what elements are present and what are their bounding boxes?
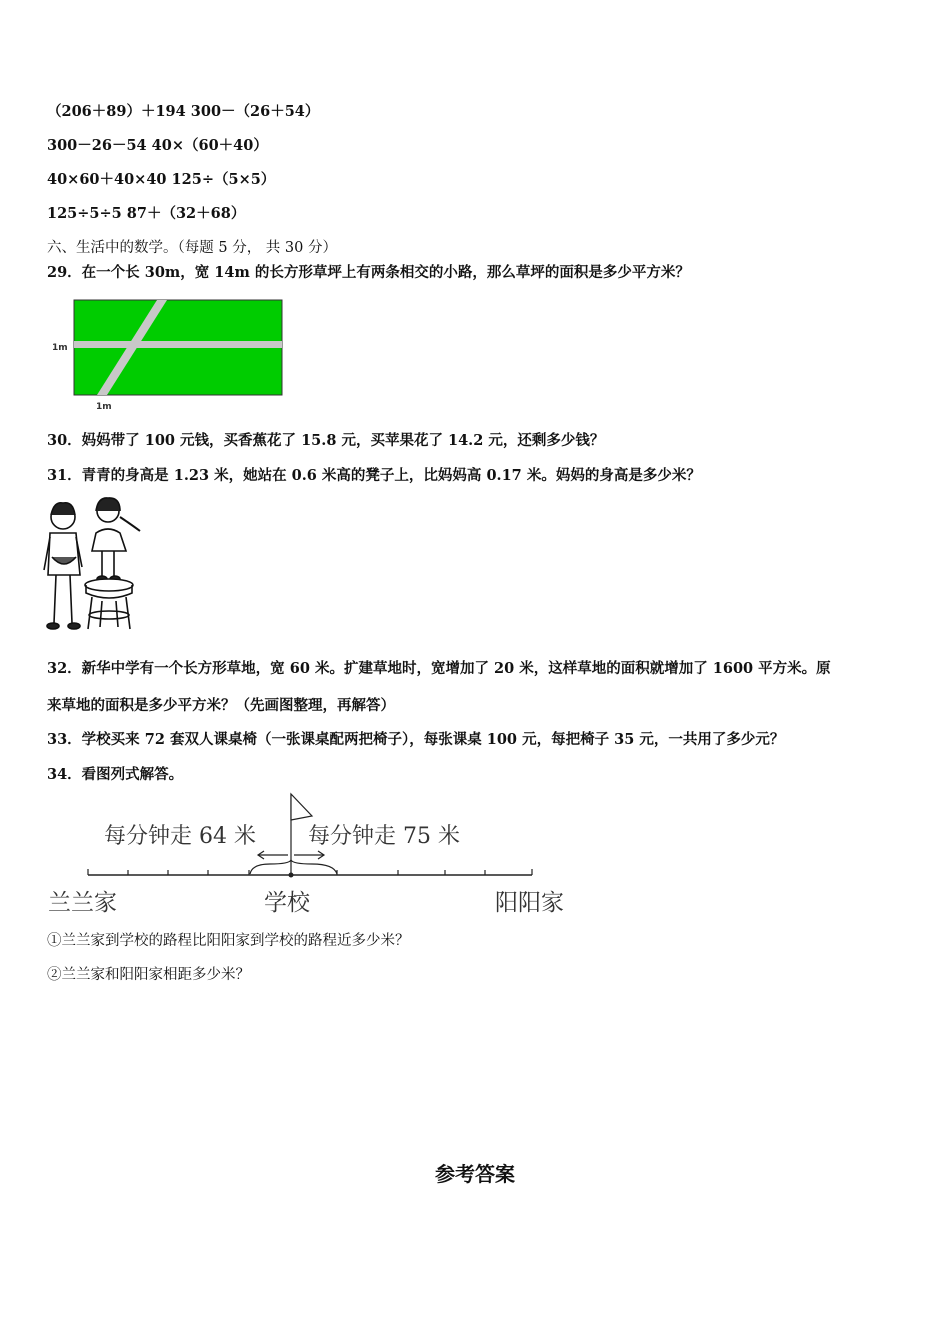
- right-speed-label: 每分钟走 75 米: [308, 824, 460, 849]
- question-31: 31．青青的身高是 1.23 米，她站在 0.6 米高的凳子上，比妈妈高 0.17 米。妈妈的身高是多少米？: [47, 467, 701, 484]
- calc-line-4: 125÷5÷5 87＋（32＋68）: [47, 205, 246, 222]
- question-29: 29．在一个长 30m，宽 14m 的长方形草坪上有两条相交的小路，那么草坪的面积是多少平方米？: [47, 264, 690, 281]
- question-34: 34．看图列式解答。: [47, 766, 184, 783]
- lanlan-home-label: 兰兰家: [48, 890, 117, 916]
- question-32-line-2: 来草地的面积是多少平方米？（先画图整理，再解答）: [47, 697, 395, 714]
- question-34-part-1: ①兰兰家到学校的路程比阳阳家到学校的路程近多少米？: [47, 933, 410, 949]
- calc-line-2: 300－26－54 40×（60＋40）: [47, 137, 268, 154]
- label-path-width-left: 1m: [52, 343, 68, 353]
- label-path-width-bottom: 1m: [96, 402, 112, 412]
- question-34-part-2: ②兰兰家和阳阳家相距多少米？: [47, 967, 250, 983]
- school-label: 学校: [264, 890, 310, 916]
- yangyang-home-label: 阳阳家: [495, 890, 564, 916]
- girl-on-stool-figure: [40, 495, 150, 635]
- calc-line-3: 40×60＋40×40 125÷（5×5）: [47, 171, 276, 188]
- question-33: 33．学校买来 72 套双人课桌椅（一张课桌配两把椅子），每张课桌 100 元，每把椅子 35 元，一共用了多少元？: [47, 731, 785, 748]
- left-speed-label: 每分钟走 64 米: [104, 824, 256, 849]
- answer-section-title: 参考答案: [435, 1162, 515, 1186]
- lawn-figure: [40, 295, 300, 415]
- calc-line-1: （206＋89）＋194 300－（26＋54）: [47, 103, 320, 120]
- question-32-line-1: 32．新华中学有一个长方形草地，宽 60 米。扩建草地时，宽增加了 20 米，这样草地的面积就增加了 1600 平方米。原: [47, 660, 831, 677]
- horizontal-path: [74, 341, 282, 348]
- route-diagram: [40, 790, 600, 920]
- section-6-heading: 六、生活中的数学。（每题 5 分， 共 30 分）: [47, 240, 337, 256]
- question-30: 30．妈妈带了 100 元钱，买香蕉花了 15.8 元，买苹果花了 14.2 元，还剩多少钱？: [47, 432, 605, 449]
